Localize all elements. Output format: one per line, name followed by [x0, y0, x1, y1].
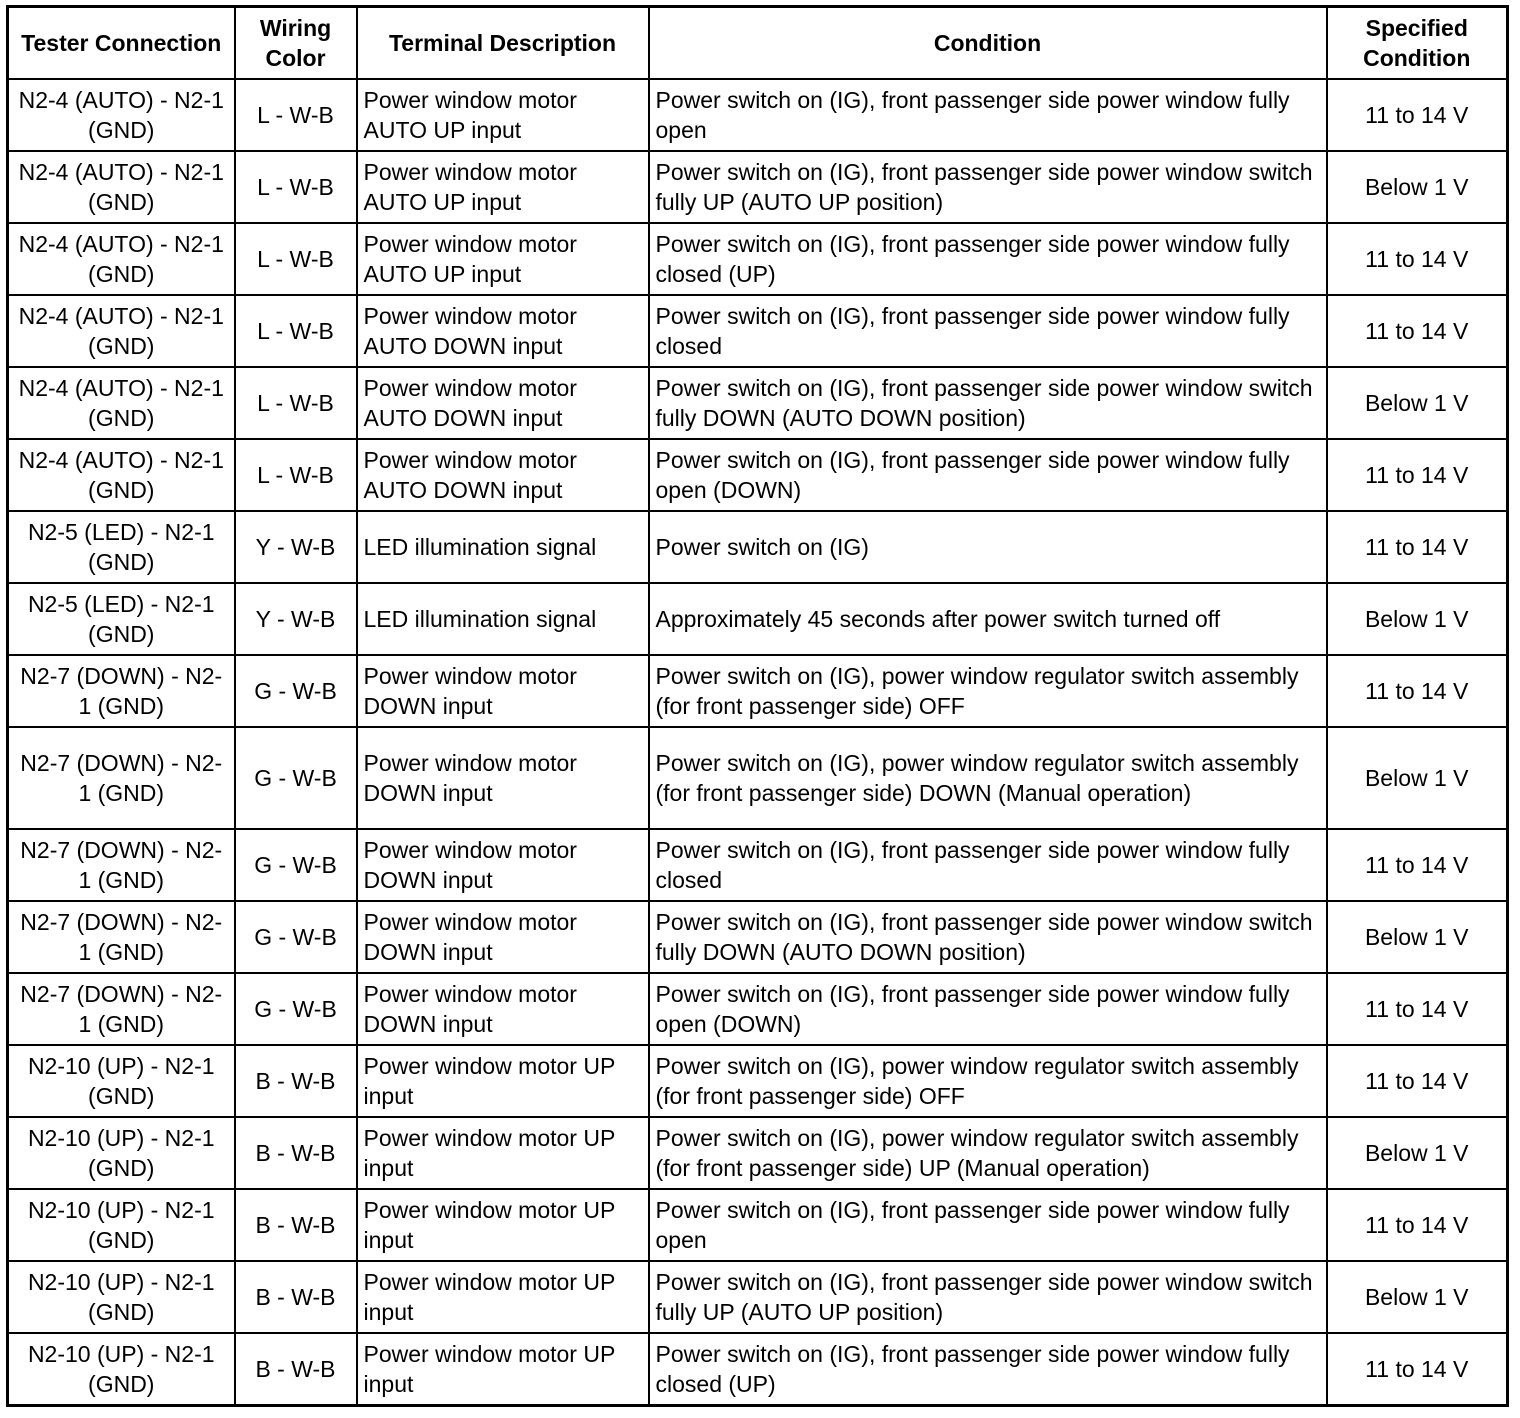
- cell-specified-condition: Below 1 V: [1327, 1261, 1508, 1333]
- table-row: [8, 1261, 1508, 1333]
- cell-terminal-description: Power window motor DOWN input: [357, 829, 649, 901]
- cell-condition: Power switch on (IG), front passenger side power window switch fully UP (AUTO UP position): [649, 1261, 1327, 1333]
- cell-condition: Power switch on (IG), power window regulator switch assembly (for front passenger side) UP (Manual operation): [649, 1117, 1327, 1189]
- terminal-inspection-table: [6, 5, 1509, 1407]
- cell-condition: Power switch on (IG), front passenger side power window switch fully DOWN (AUTO DOWN position): [649, 367, 1327, 439]
- cell-tester-connection: N2-4 (AUTO) - N2-1 (GND): [8, 367, 235, 439]
- cell-specified-condition: 11 to 14 V: [1327, 1333, 1508, 1406]
- cell-wiring-color: B - W-B: [235, 1189, 357, 1261]
- cell-condition: Power switch on (IG), front passenger side power window switch fully DOWN (AUTO DOWN position): [649, 901, 1327, 973]
- cell-wiring-color: B - W-B: [235, 1333, 357, 1406]
- cell-wiring-color: L - W-B: [235, 439, 357, 511]
- table-row: [8, 79, 1508, 151]
- terminal-inspection-sheet: [6, 5, 1506, 1407]
- cell-wiring-color: B - W-B: [235, 1117, 357, 1189]
- table-row: [8, 223, 1508, 295]
- cell-tester-connection: N2-7 (DOWN) - N2-1 (GND): [8, 973, 235, 1045]
- cell-wiring-color: L - W-B: [235, 223, 357, 295]
- cell-specified-condition: 11 to 14 V: [1327, 973, 1508, 1045]
- cell-terminal-description: Power window motor AUTO UP input: [357, 79, 649, 151]
- cell-terminal-description: LED illumination signal: [357, 583, 649, 655]
- header-terminal-description: Terminal Description: [357, 7, 649, 80]
- table-row: [8, 151, 1508, 223]
- cell-terminal-description: Power window motor DOWN input: [357, 973, 649, 1045]
- cell-wiring-color: Y - W-B: [235, 511, 357, 583]
- cell-wiring-color: G - W-B: [235, 727, 357, 829]
- cell-condition: Power switch on (IG), front passenger side power window fully open (DOWN): [649, 973, 1327, 1045]
- cell-tester-connection: N2-10 (UP) - N2-1 (GND): [8, 1333, 235, 1406]
- cell-specified-condition: 11 to 14 V: [1327, 439, 1508, 511]
- cell-terminal-description: Power window motor AUTO UP input: [357, 223, 649, 295]
- header-wiring-color: Wiring Color: [235, 7, 357, 80]
- header-condition: Condition: [649, 7, 1327, 80]
- cell-tester-connection: N2-5 (LED) - N2-1 (GND): [8, 583, 235, 655]
- cell-specified-condition: Below 1 V: [1327, 583, 1508, 655]
- cell-condition: Approximately 45 seconds after power switch turned off: [649, 583, 1327, 655]
- cell-specified-condition: 11 to 14 V: [1327, 79, 1508, 151]
- table-row: [8, 439, 1508, 511]
- cell-condition: Power switch on (IG), front passenger side power window fully open: [649, 1189, 1327, 1261]
- cell-terminal-description: Power window motor UP input: [357, 1045, 649, 1117]
- cell-specified-condition: 11 to 14 V: [1327, 829, 1508, 901]
- cell-terminal-description: Power window motor AUTO DOWN input: [357, 439, 649, 511]
- cell-specified-condition: 11 to 14 V: [1327, 295, 1508, 367]
- cell-terminal-description: Power window motor AUTO DOWN input: [357, 367, 649, 439]
- cell-wiring-color: B - W-B: [235, 1261, 357, 1333]
- cell-terminal-description: Power window motor DOWN input: [357, 727, 649, 829]
- cell-tester-connection: N2-4 (AUTO) - N2-1 (GND): [8, 151, 235, 223]
- cell-tester-connection: N2-10 (UP) - N2-1 (GND): [8, 1189, 235, 1261]
- cell-tester-connection: N2-10 (UP) - N2-1 (GND): [8, 1045, 235, 1117]
- cell-wiring-color: L - W-B: [235, 367, 357, 439]
- cell-tester-connection: N2-10 (UP) - N2-1 (GND): [8, 1117, 235, 1189]
- cell-tester-connection: N2-7 (DOWN) - N2-1 (GND): [8, 727, 235, 829]
- cell-condition: Power switch on (IG): [649, 511, 1327, 583]
- cell-tester-connection: N2-4 (AUTO) - N2-1 (GND): [8, 79, 235, 151]
- cell-specified-condition: Below 1 V: [1327, 727, 1508, 829]
- cell-specified-condition: 11 to 14 V: [1327, 1045, 1508, 1117]
- cell-wiring-color: G - W-B: [235, 973, 357, 1045]
- cell-tester-connection: N2-4 (AUTO) - N2-1 (GND): [8, 223, 235, 295]
- cell-wiring-color: G - W-B: [235, 829, 357, 901]
- cell-wiring-color: Y - W-B: [235, 583, 357, 655]
- cell-tester-connection: N2-10 (UP) - N2-1 (GND): [8, 1261, 235, 1333]
- cell-terminal-description: Power window motor UP input: [357, 1333, 649, 1406]
- table-row: [8, 1333, 1508, 1406]
- cell-specified-condition: Below 1 V: [1327, 901, 1508, 973]
- table-row: [8, 511, 1508, 583]
- cell-wiring-color: L - W-B: [235, 79, 357, 151]
- table-row: [8, 655, 1508, 727]
- cell-tester-connection: N2-7 (DOWN) - N2-1 (GND): [8, 901, 235, 973]
- cell-terminal-description: Power window motor DOWN input: [357, 901, 649, 973]
- cell-tester-connection: N2-4 (AUTO) - N2-1 (GND): [8, 295, 235, 367]
- cell-wiring-color: L - W-B: [235, 151, 357, 223]
- cell-condition: Power switch on (IG), front passenger side power window fully closed (UP): [649, 223, 1327, 295]
- table-row: [8, 901, 1508, 973]
- table-row: [8, 829, 1508, 901]
- cell-tester-connection: N2-7 (DOWN) - N2-1 (GND): [8, 829, 235, 901]
- table-row: [8, 583, 1508, 655]
- cell-wiring-color: G - W-B: [235, 901, 357, 973]
- cell-terminal-description: Power window motor UP input: [357, 1189, 649, 1261]
- table-row: [8, 1045, 1508, 1117]
- cell-condition: Power switch on (IG), front passenger side power window switch fully UP (AUTO UP position): [649, 151, 1327, 223]
- cell-specified-condition: 11 to 14 V: [1327, 1189, 1508, 1261]
- cell-condition: Power switch on (IG), front passenger side power window fully closed: [649, 295, 1327, 367]
- cell-specified-condition: 11 to 14 V: [1327, 223, 1508, 295]
- cell-tester-connection: N2-4 (AUTO) - N2-1 (GND): [8, 439, 235, 511]
- table-row: [8, 727, 1508, 829]
- table-row: [8, 1189, 1508, 1261]
- header-specified-condition: Specified Condition: [1327, 7, 1508, 80]
- cell-specified-condition: Below 1 V: [1327, 367, 1508, 439]
- cell-terminal-description: Power window motor UP input: [357, 1117, 649, 1189]
- cell-tester-connection: N2-5 (LED) - N2-1 (GND): [8, 511, 235, 583]
- cell-terminal-description: Power window motor DOWN input: [357, 655, 649, 727]
- cell-condition: Power switch on (IG), power window regulator switch assembly (for front passenger side) OFF: [649, 655, 1327, 727]
- cell-condition: Power switch on (IG), front passenger side power window fully open: [649, 79, 1327, 151]
- cell-wiring-color: B - W-B: [235, 1045, 357, 1117]
- table-row: [8, 295, 1508, 367]
- cell-condition: Power switch on (IG), power window regulator switch assembly (for front passenger side) OFF: [649, 1045, 1327, 1117]
- table-row: [8, 973, 1508, 1045]
- header-tester-connection: Tester Connection: [8, 7, 235, 80]
- cell-specified-condition: Below 1 V: [1327, 151, 1508, 223]
- cell-condition: Power switch on (IG), front passenger side power window fully closed (UP): [649, 1333, 1327, 1406]
- cell-tester-connection: N2-7 (DOWN) - N2-1 (GND): [8, 655, 235, 727]
- cell-wiring-color: L - W-B: [235, 295, 357, 367]
- cell-specified-condition: 11 to 14 V: [1327, 655, 1508, 727]
- cell-terminal-description: Power window motor AUTO DOWN input: [357, 295, 649, 367]
- cell-condition: Power switch on (IG), power window regulator switch assembly (for front passenger side) DOWN (Manual operation): [649, 727, 1327, 829]
- table-header-row: [8, 7, 1508, 80]
- cell-terminal-description: Power window motor UP input: [357, 1261, 649, 1333]
- cell-terminal-description: Power window motor AUTO UP input: [357, 151, 649, 223]
- cell-specified-condition: Below 1 V: [1327, 1117, 1508, 1189]
- table-row: [8, 367, 1508, 439]
- cell-specified-condition: 11 to 14 V: [1327, 511, 1508, 583]
- table-row: [8, 1117, 1508, 1189]
- cell-wiring-color: G - W-B: [235, 655, 357, 727]
- cell-condition: Power switch on (IG), front passenger side power window fully closed: [649, 829, 1327, 901]
- cell-terminal-description: LED illumination signal: [357, 511, 649, 583]
- cell-condition: Power switch on (IG), front passenger side power window fully open (DOWN): [649, 439, 1327, 511]
